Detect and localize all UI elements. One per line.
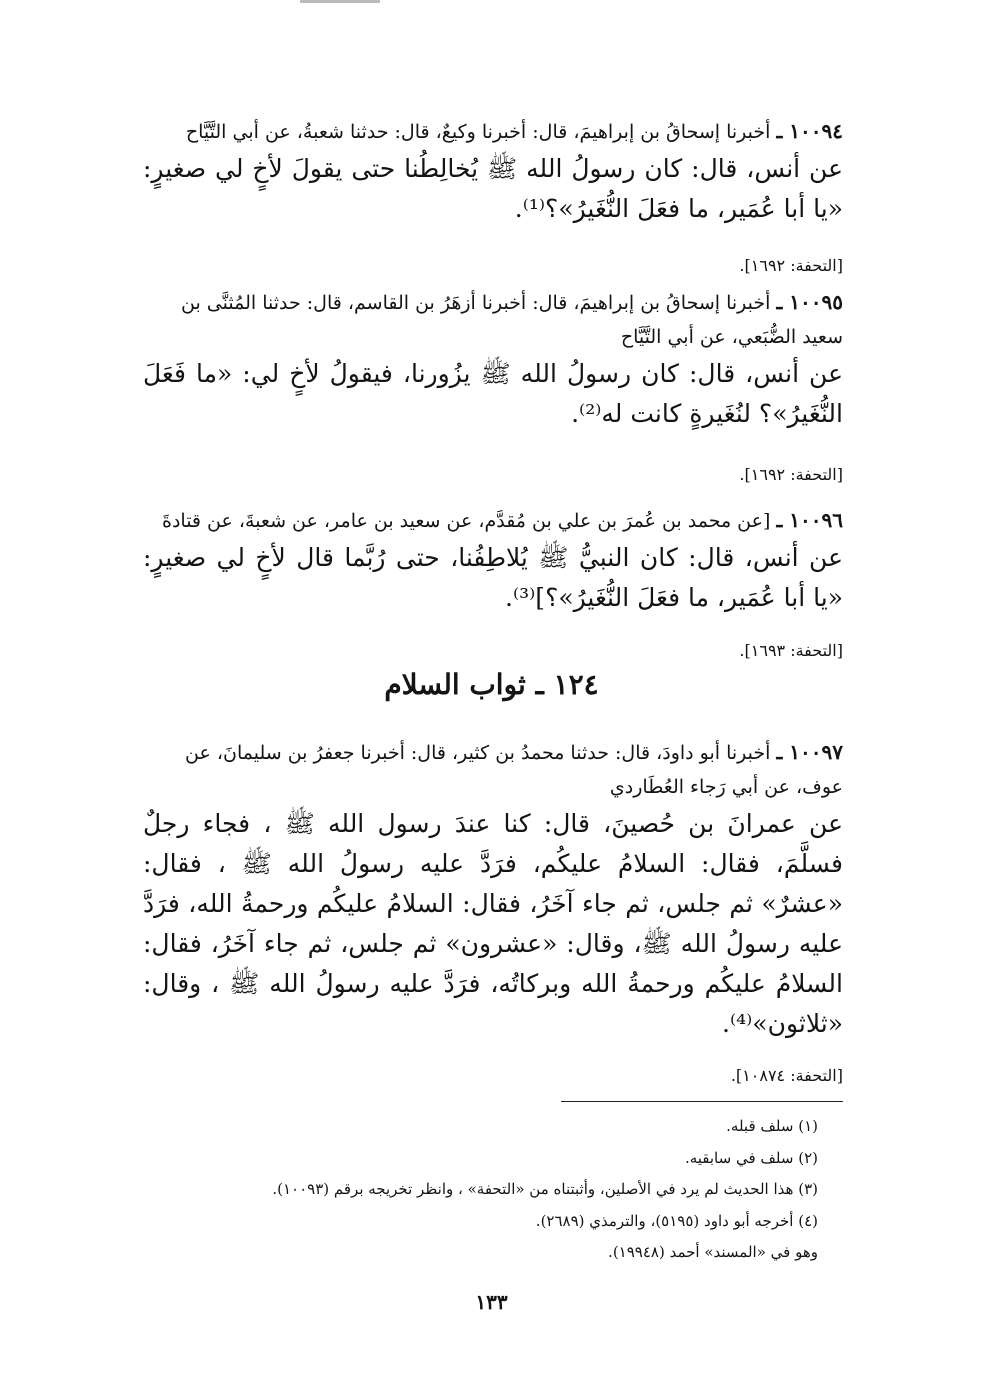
tuhfa-reference: [التحفة: ١٦٩٢]. [739,256,843,275]
header-mark [300,0,380,3]
chapter-title: ١٢٤ ـ ثواب السلام [384,668,599,701]
footnote-2: (٢) سلف في سابقيه. [684,1149,818,1167]
hadith-matn: عن أنس، قال: كان رسولُ الله ﷺ يزُورنا، فيقولُ لأخٍ لي: «ما فَعَلَ النُّغَيرُ»؟ لنُغَيرةٍ كانت له⁽²⁾. [143,359,843,428]
tuhfa-reference: [التحفة: ١٠٨٧٤]. [730,1066,843,1085]
hadith-isnad: ١٠٠٩٥ ـ أخبرنا إسحاقُ بن إبراهيمَ، قال: أخبرنا أزهَرُ بن القاسم، قال: حدثنا المُثنَّى بن سعيد الضُّبَعي، عن أبي التَّيَّاح [181,290,843,348]
hadith-10094 [143,114,843,229]
page-number: ١٣٣ [475,1290,508,1314]
hadith-number: ١٠٠٩٦ ـ [776,508,843,532]
footnote-3: (٣) هذا الحديث لم يرد في الأصلين، وأثبتناه من «التحفة» ، وانظر تخريجه برقم (١٠٠٩٣). [272,1180,818,1198]
hadith-number: ١٠٠٩٤ ـ [776,119,843,143]
hadith-isnad: ١٠٠٩٧ ـ أخبرنا أبو داودَ، قال: حدثنا محمدُ بن كثير، قال: أخبرنا جعفرُ بن سليمانَ، عن عوف، عن أبي رَجاء العُطَاردي [185,740,843,798]
hadith-number: ١٠٠٩٥ ـ [776,290,843,314]
footnote-4: (٤) أخرجه أبو داود (٥١٩٥)، والترمذي (٢٦٨٩). [535,1212,818,1230]
footnote-4-continuation: وهو في «المسند» أحمد (١٩٩٤٨). [608,1243,818,1261]
hadith-10095 [143,285,843,434]
tuhfa-reference: [التحفة: ١٦٩٢]. [739,465,843,484]
footnote-divider [561,1101,843,1102]
hadith-matn: عن أنس، قال: كان رسولُ الله ﷺ يُخالِطُنا حتى يقولَ لأخٍ لي صغيرٍ: «يا أبا عُمَير، ما فعَلَ النُّغَيرُ»؟⁽¹⁾. [143,154,843,223]
hadith-matn: عن أنس، قال: كان النبيُّ ﷺ يُلاطِفُنا، حتى رُبَّما قال لأخٍ لي صغيرٍ: «يا أبا عُمَير، ما فعَلَ النُّغَيرُ»؟]⁽³⁾. [143,543,843,612]
hadith-10096 [143,503,843,618]
hadith-isnad: ١٠٠٩٤ ـ أخبرنا إسحاقُ بن إبراهيمَ، قال: أخبرنا وكيعٌ، قال: حدثنا شعبةُ، عن أبي التَّيَّاح [185,119,843,143]
hadith-10097 [143,735,843,1044]
tuhfa-reference: [التحفة: ١٦٩٣]. [739,641,843,660]
footnote-1: (١) سلف قبله. [726,1117,818,1135]
hadith-number: ١٠٠٩٧ ـ [776,740,843,764]
hadith-matn: عن عمرانَ بن حُصينَ، قال: كنا عندَ رسول الله ﷺ ، فجاء رجلٌ فسلَّمَ، فقال: السلامُ عليكُم، فرَدَّ عليه رسولُ الله ﷺ ، فقال: «عشرٌ» ثم جلس، ثم جاء آخَرُ، فقال: السلامُ عليكُم ورحمةُ الله، فرَدَّ عليه رسولُ الله ﷺ، وقال: «عشرون» ثم جلس، ثم جاء آخَرُ، فقال: السلامُ عليكُم ورحمةُ الله وبركاتُه، فرَدَّ عليه رسولُ الله ﷺ ، وقال: «ثلاثون»⁽⁴⁾. [143,809,843,1038]
hadith-isnad: ١٠٠٩٦ ـ [عن محمد بن عُمرَ بن علي بن مُقدَّم، عن سعيد بن عامر، عن شعبةَ، عن قتادةَ [161,508,843,532]
